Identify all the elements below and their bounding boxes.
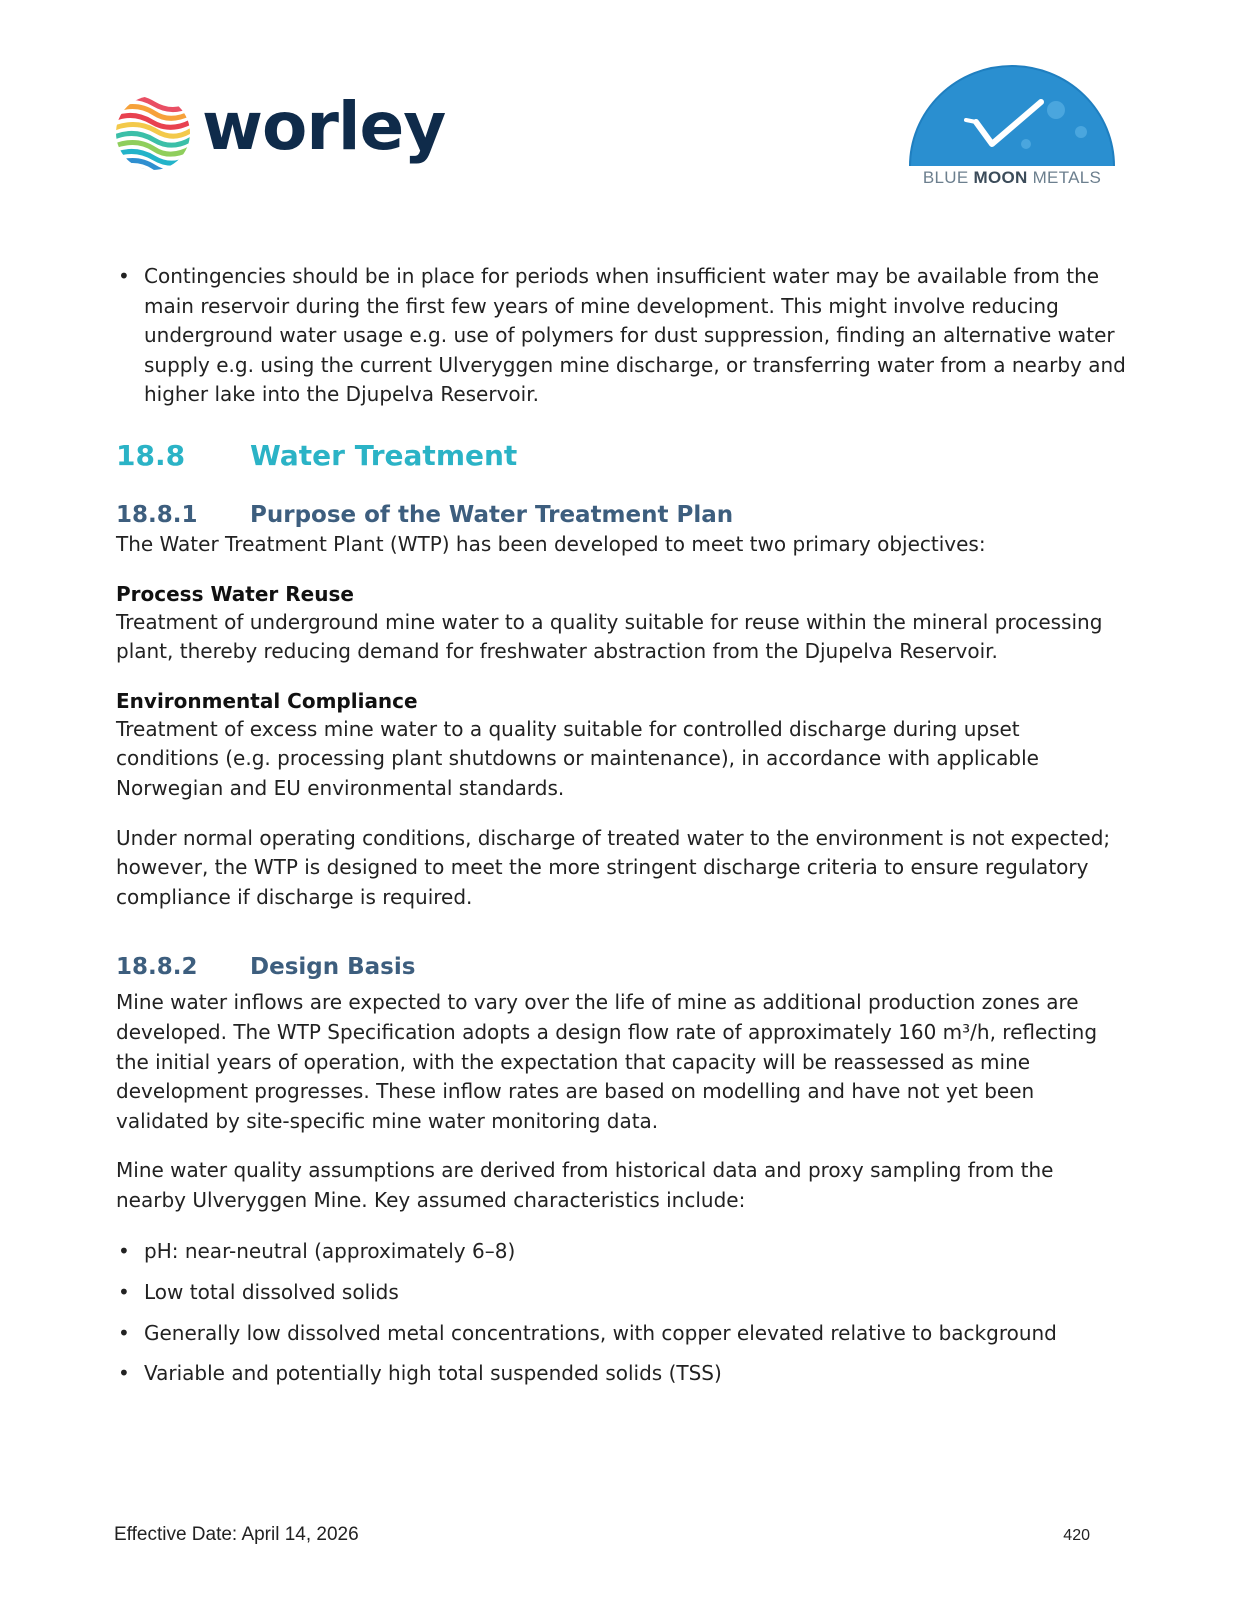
section-heading	[116, 438, 1126, 474]
bullet-icon: •	[118, 1239, 130, 1264]
section-number: 18.8	[116, 438, 186, 472]
objective-heading: Process Water Reuse	[116, 581, 354, 606]
paragraph: Mine water quality assumptions are derived from historical data and proxy sampling from the nearby Ulveryggen Mine. Key assumed characteristics include:	[116, 1158, 1054, 1212]
subsection-heading-1	[116, 500, 1126, 530]
blue-moon-metals-logo	[906, 62, 1118, 192]
objective-heading: Environmental Compliance	[116, 688, 418, 713]
subsection-title: Design Basis	[250, 954, 416, 981]
bullet-icon: •	[118, 264, 130, 288]
footer-effective-date: Effective Date: April 14, 2026	[114, 1524, 359, 1545]
footer-page-number: 420	[1063, 1527, 1090, 1544]
paragraph: Under normal operating conditions, discharge of treated water to the environment is not expected; however, the WTP is designed to meet the more stringent discharge criteria to ensure regulatory compliance if discharge is required.	[116, 825, 1111, 909]
list-item: • Variable and potentially high total suspended solids (TSS)	[116, 1359, 1126, 1389]
bullet-icon: •	[118, 1280, 130, 1305]
bullet-icon: •	[118, 1320, 130, 1345]
list-item: • Generally low dissolved metal concentrations, with copper elevated relative to background	[116, 1319, 1126, 1349]
section-title: Water Treatment	[250, 438, 518, 472]
intro-bullet-list	[116, 262, 1126, 410]
bullet-icon: •	[118, 1361, 130, 1386]
blue-moon-metals-wordmark: BLUE MOON METALS	[922, 168, 1102, 187]
paragraph: Treatment of excess mine water to a quality suitable for controlled discharge during upset conditions (e.g. processing plant shutdowns or maintenance), in accordance with applicable Norwegian and EU environmental standards.	[116, 716, 1039, 800]
characteristics-bullet-list	[116, 1237, 1126, 1388]
worley-logo	[114, 88, 445, 178]
worley-wordmark: worley	[202, 88, 446, 165]
worley-swirl-logo-icon	[114, 94, 192, 172]
subsection-title: Purpose of the Water Treatment Plan	[250, 501, 734, 528]
document-body	[116, 262, 1126, 1400]
list-item: • Contingencies should be in place for periods when insufficient water may be available from the main reservoir during the first few years of mine development. This might involve reducing underground water usage e.g. use of polymers for dust suppression, finding an alternative water supply e.g. using the current Ulveryggen mine discharge, or transferring water from a nearby and higher lake into the Djupelva Reservoir.	[118, 264, 1126, 407]
subsection-number: 18.8.2	[116, 954, 198, 981]
list-item: • Low total dissolved solids	[116, 1278, 1126, 1308]
paragraph: The Water Treatment Plant (WTP) has been developed to meet two primary objectives:	[116, 531, 986, 556]
blue-moon-logo-icon	[906, 62, 1118, 172]
subsection-heading-2	[116, 952, 1126, 982]
paragraph: Mine water inflows are expected to vary over the life of mine as additional production zones are developed. The WTP Specification adopts a design flow rate of approximately 160 m³/h, reflecting the initial years of operation, with the expectation that capacity will be reassessed as mine development progresses. These inflow rates are based on modelling and have not yet been validated by site-specific mine water monitoring data.	[116, 990, 1098, 1133]
subsection-number: 18.8.1	[116, 501, 198, 528]
paragraph: Treatment of underground mine water to a quality suitable for reuse within the mineral processing plant, thereby reducing demand for freshwater abstraction from the Djupelva Reservoir.	[116, 609, 1103, 664]
list-item: • pH: near-neutral (approximately 6–8)	[116, 1237, 1126, 1267]
